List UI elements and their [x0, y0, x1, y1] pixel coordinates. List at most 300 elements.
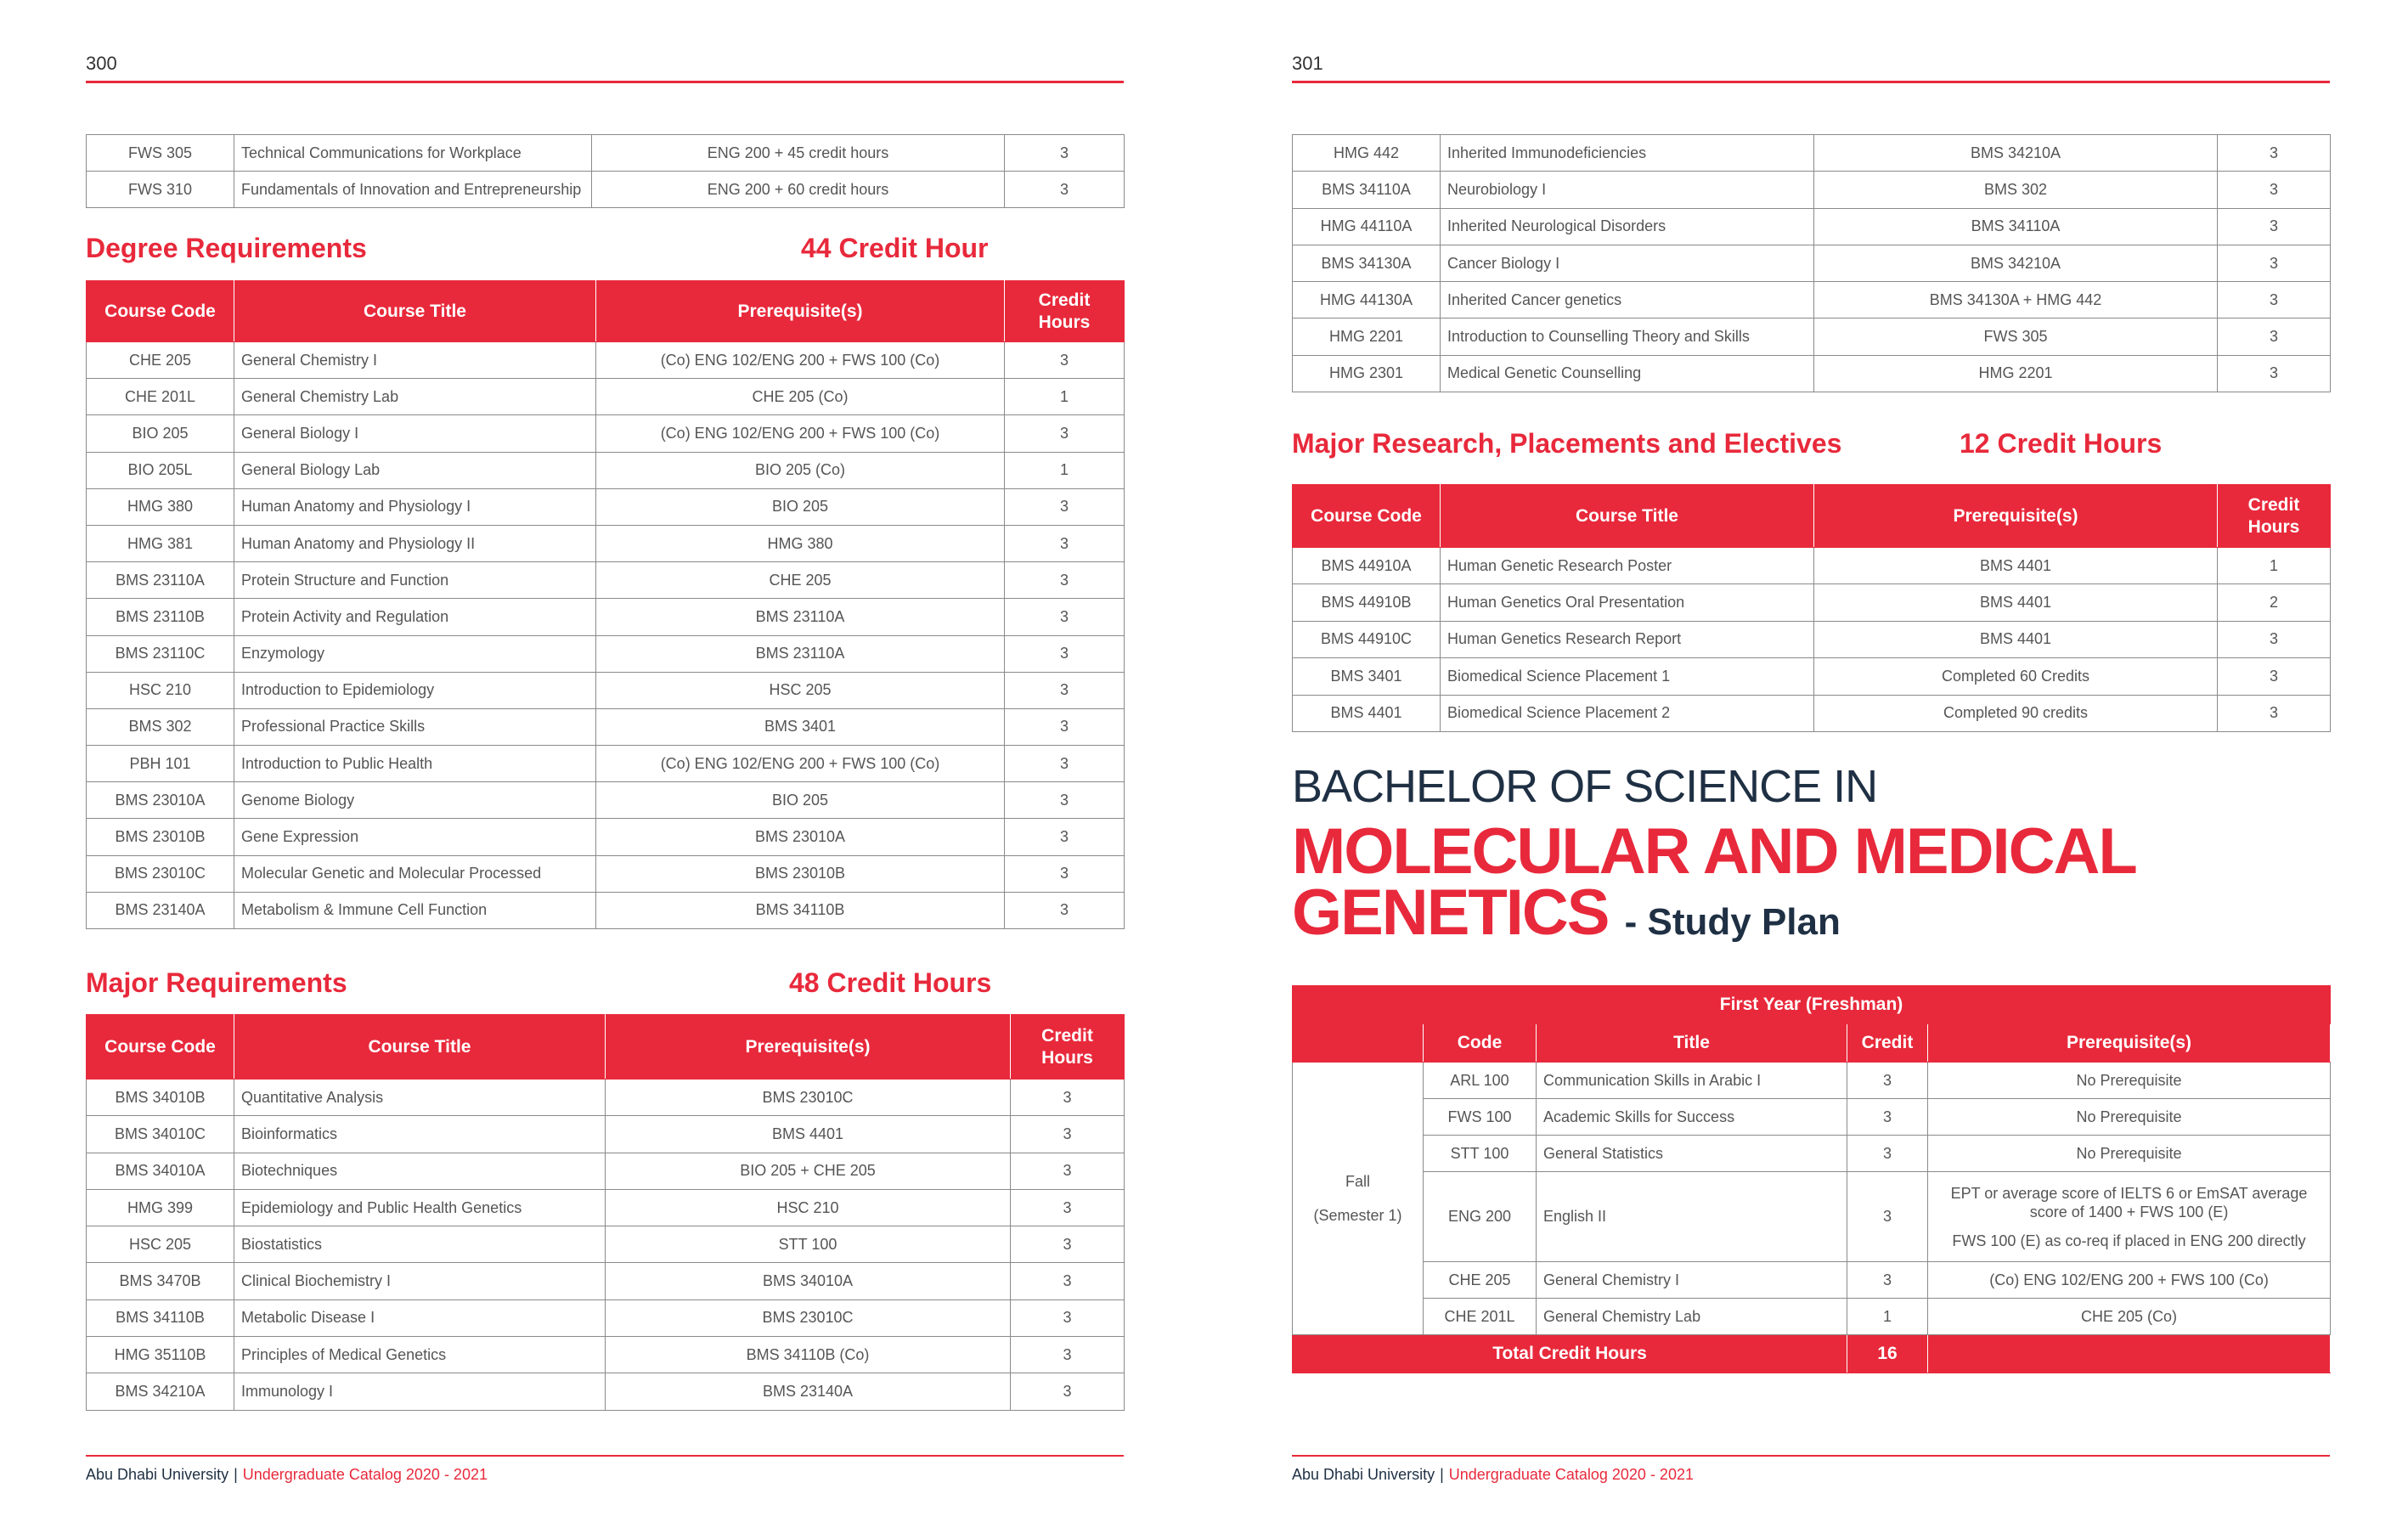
footer-separator: | — [234, 1466, 238, 1483]
study-plan-title-row — [1293, 986, 2331, 1024]
course-code: BIO 205 — [87, 415, 234, 452]
table-row — [87, 1153, 1125, 1189]
course-title: Metabolic Disease I — [234, 1299, 606, 1336]
semester-label: Fall — [1345, 1173, 1370, 1190]
table-body — [87, 1080, 1125, 1411]
table-row — [87, 562, 1125, 599]
course-credit: 3 — [1847, 1262, 1928, 1299]
course-code: HSC 205 — [87, 1226, 234, 1263]
course-prerequisite: ENG 200 + 45 credit hours — [592, 135, 1005, 172]
course-prerequisite: Completed 90 credits — [1814, 695, 2218, 731]
table-body — [87, 342, 1125, 929]
header-prerequisites: Prerequisite(s) — [606, 1015, 1011, 1080]
major-requirements-table — [86, 1014, 1125, 1411]
course-prerequisite: HMG 380 — [596, 525, 1005, 561]
course-code: HMG 399 — [87, 1189, 234, 1226]
course-credit-hours: 3 — [2218, 355, 2331, 392]
course-code: BMS 3470B — [87, 1263, 234, 1299]
course-credit-hours: 3 — [2218, 208, 2331, 245]
course-prerequisite: BIO 205 + CHE 205 — [606, 1153, 1011, 1189]
header-credit-line1: Credit — [2247, 494, 2300, 515]
major-requirements-heading: Major Requirements — [86, 967, 347, 998]
degree-credit-hours: 44 Credit Hour — [801, 233, 989, 263]
course-credit-hours: 3 — [2218, 282, 2331, 319]
course-credit-hours: 3 — [1005, 415, 1125, 452]
course-code: STT 100 — [1424, 1136, 1537, 1172]
header-course-title: Course Title — [234, 1015, 606, 1080]
course-credit-hours: 1 — [2218, 548, 2331, 584]
footer-university: Abu Dhabi University — [86, 1466, 229, 1483]
course-credit-hours: 3 — [1011, 1263, 1125, 1299]
course-credit-hours: 3 — [1005, 172, 1125, 208]
course-prerequisite: No Prerequisite — [1928, 1063, 2331, 1099]
header-credit-line1: Credit — [1038, 290, 1091, 310]
table-row — [1293, 1063, 2331, 1099]
table-row — [87, 488, 1125, 525]
header-divider — [86, 81, 1124, 83]
course-credit-hours: 3 — [1005, 855, 1125, 892]
continued-course-table — [86, 134, 1125, 208]
course-title: Biomedical Science Placement 2 — [1441, 695, 1814, 731]
course-code: HSC 210 — [87, 672, 234, 708]
course-credit-hours: 2 — [2218, 584, 2331, 621]
course-prerequisite: (Co) ENG 102/ENG 200 + FWS 100 (Co) — [596, 746, 1005, 782]
table-header-row — [87, 281, 1125, 342]
course-credit: 3 — [1847, 1063, 1928, 1099]
course-credit-hours: 1 — [1005, 379, 1125, 415]
course-credit-hours: 3 — [1005, 672, 1125, 708]
course-code: HMG 35110B — [87, 1337, 234, 1373]
course-title: Epidemiology and Public Health Genetics — [234, 1189, 606, 1226]
study-plan-table — [1292, 985, 2331, 1373]
course-title: Genome Biology — [234, 782, 596, 819]
course-code: FWS 310 — [87, 172, 234, 208]
course-title: General Chemistry I — [1537, 1262, 1847, 1299]
course-title: General Chemistry Lab — [234, 379, 596, 415]
continued-course-table — [1292, 134, 2331, 392]
table-row — [1293, 172, 2331, 208]
course-prerequisite: No Prerequisite — [1928, 1099, 2331, 1136]
table-row — [1293, 135, 2331, 172]
total-row — [1293, 1335, 2331, 1373]
footer-divider — [1292, 1455, 2330, 1457]
course-title: Human Anatomy and Physiology II — [234, 525, 596, 561]
header-course-title: Course Title — [234, 281, 596, 342]
course-credit-hours: 3 — [2218, 135, 2331, 172]
header-credit-line2: Hours — [1038, 312, 1091, 332]
course-prerequisite: BMS 23010B — [596, 855, 1005, 892]
header-title: Title — [1537, 1024, 1847, 1063]
semester-sublabel: (Semester 1) — [1313, 1207, 1402, 1224]
table-row — [87, 855, 1125, 892]
course-prerequisite: BMS 23010A — [596, 819, 1005, 855]
course-credit-hours: 3 — [1011, 1299, 1125, 1336]
course-title: Biomedical Science Placement 1 — [1441, 658, 1814, 695]
course-prerequisite: BMS 23110A — [596, 635, 1005, 672]
table-body — [1293, 548, 2331, 732]
table-row — [1293, 1172, 2331, 1262]
table-row — [1293, 1262, 2331, 1299]
course-credit-hours: 3 — [1011, 1153, 1125, 1189]
table-row — [87, 1226, 1125, 1263]
research-credit-hours: 12 Credit Hours — [1960, 428, 2163, 459]
footer-divider — [86, 1455, 1124, 1457]
course-title: Academic Skills for Success — [1537, 1099, 1847, 1136]
study-plan-label: - Study Plan — [1624, 901, 1841, 943]
course-prerequisite: (Co) ENG 102/ENG 200 + FWS 100 (Co) — [596, 342, 1005, 379]
table-row — [1293, 1299, 2331, 1335]
table-row — [1293, 1136, 2331, 1172]
course-title: Neurobiology I — [1441, 172, 1814, 208]
study-plan-year-title: First Year (Freshman) — [1293, 986, 2331, 1024]
table-row — [1293, 355, 2331, 392]
course-title: Biotechniques — [234, 1153, 606, 1189]
course-credit-hours: 3 — [2218, 658, 2331, 695]
table-row — [1293, 319, 2331, 355]
table-row — [1293, 208, 2331, 245]
course-code: BMS 44910C — [1293, 621, 1441, 657]
course-credit-hours: 3 — [1005, 635, 1125, 672]
course-credit-hours: 3 — [1011, 1373, 1125, 1410]
course-credit-hours: 3 — [2218, 695, 2331, 731]
header-credit: Credit — [1847, 1024, 1928, 1063]
course-credit-hours: 3 — [2218, 319, 2331, 355]
course-credit-hours: 3 — [1005, 135, 1125, 172]
header-course-code: Course Code — [87, 1015, 234, 1080]
course-code: BMS 23110B — [87, 599, 234, 635]
course-code: BMS 34010A — [87, 1153, 234, 1189]
course-credit-hours: 3 — [1005, 599, 1125, 635]
table-row — [87, 819, 1125, 855]
course-title: Bioinformatics — [234, 1116, 606, 1153]
table-row — [87, 379, 1125, 415]
table-row — [1293, 245, 2331, 281]
course-title: Introduction to Epidemiology — [234, 672, 596, 708]
table-row — [87, 135, 1125, 172]
table-row — [87, 415, 1125, 452]
course-prerequisite: ENG 200 + 60 credit hours — [592, 172, 1005, 208]
course-title: Inherited Cancer genetics — [1441, 282, 1814, 319]
course-credit-hours: 3 — [2218, 172, 2331, 208]
research-placements-table — [1292, 484, 2331, 732]
course-credit-hours: 3 — [1011, 1189, 1125, 1226]
course-title: English II — [1537, 1172, 1847, 1262]
table-row — [87, 1189, 1125, 1226]
course-code: BMS 34010B — [87, 1080, 234, 1116]
course-code: ENG 200 — [1424, 1172, 1537, 1262]
right-page — [1206, 0, 2344, 1539]
major-credit-hours: 48 Credit Hours — [789, 967, 992, 998]
course-prerequisite: BMS 34010A — [606, 1263, 1011, 1299]
course-code: BMS 23010B — [87, 819, 234, 855]
course-prerequisite: FWS 305 — [1814, 319, 2218, 355]
course-code: BMS 34110A — [1293, 172, 1441, 208]
table-row — [87, 1337, 1125, 1373]
course-code: HMG 380 — [87, 488, 234, 525]
course-prerequisite: CHE 205 — [596, 562, 1005, 599]
course-title: Biostatistics — [234, 1226, 606, 1263]
course-code: BMS 23010A — [87, 782, 234, 819]
course-credit-hours: 3 — [1005, 488, 1125, 525]
footer-catalog: Undergraduate Catalog 2020 - 2021 — [242, 1466, 488, 1483]
semester-cell — [1293, 1063, 1424, 1335]
page-footer — [86, 1466, 488, 1484]
course-code: FWS 305 — [87, 135, 234, 172]
course-credit-hours: 3 — [1011, 1080, 1125, 1116]
course-prerequisite: BIO 205 — [596, 488, 1005, 525]
course-title: Immunology I — [234, 1373, 606, 1410]
course-prerequisite: BMS 34210A — [1814, 245, 2218, 281]
table-row — [87, 1080, 1125, 1116]
course-credit-hours: 3 — [1005, 708, 1125, 745]
course-credit-hours: 3 — [2218, 245, 2331, 281]
header-code: Code — [1424, 1024, 1537, 1063]
course-credit-hours: 3 — [1011, 1337, 1125, 1373]
course-prerequisite: HMG 2201 — [1814, 355, 2218, 392]
course-code: BMS 3401 — [1293, 658, 1441, 695]
course-credit-hours: 1 — [1005, 452, 1125, 488]
course-code: HMG 44130A — [1293, 282, 1441, 319]
course-code: BMS 44910A — [1293, 548, 1441, 584]
course-code: BMS 23110A — [87, 562, 234, 599]
course-title: Professional Practice Skills — [234, 708, 596, 745]
page-number: 300 — [86, 53, 117, 74]
course-credit-hours: 3 — [1011, 1116, 1125, 1153]
total-label: Total Credit Hours — [1293, 1335, 1847, 1373]
table-row — [87, 525, 1125, 561]
course-prerequisite: BIO 205 — [596, 782, 1005, 819]
course-title: Human Genetic Research Poster — [1441, 548, 1814, 584]
course-title: Gene Expression — [234, 819, 596, 855]
course-credit: 3 — [1847, 1099, 1928, 1136]
course-prerequisite: BMS 4401 — [1814, 584, 2218, 621]
program-name-line: MOLECULAR AND MEDICAL — [1292, 815, 2136, 888]
course-prerequisite: BMS 4401 — [606, 1116, 1011, 1153]
course-prerequisite: Completed 60 Credits — [1814, 658, 2218, 695]
course-prerequisite: (Co) ENG 102/ENG 200 + FWS 100 (Co) — [1928, 1262, 2331, 1299]
research-heading: Major Research, Placements and Electives — [1292, 428, 1842, 459]
course-prerequisite: BMS 23010C — [606, 1299, 1011, 1336]
table-row — [1293, 621, 2331, 657]
course-code: CHE 205 — [87, 342, 234, 379]
course-code: CHE 201L — [1424, 1299, 1537, 1335]
course-title: Metabolism & Immune Cell Function — [234, 892, 596, 928]
course-code: CHE 201L — [87, 379, 234, 415]
header-prerequisites: Prerequisite(s) — [596, 281, 1005, 342]
course-code: HMG 2201 — [1293, 319, 1441, 355]
table-row — [87, 599, 1125, 635]
table-header-row — [1293, 485, 2331, 548]
course-code: BMS 34210A — [87, 1373, 234, 1410]
table-row — [1293, 282, 2331, 319]
course-code: HMG 442 — [1293, 135, 1441, 172]
course-code: BMS 23110C — [87, 635, 234, 672]
footer-university: Abu Dhabi University — [1292, 1466, 1435, 1483]
table-row — [87, 782, 1125, 819]
course-code: CHE 205 — [1424, 1262, 1537, 1299]
course-code: BMS 34010C — [87, 1116, 234, 1153]
course-title: Human Genetics Research Report — [1441, 621, 1814, 657]
course-credit-hours: 3 — [1005, 342, 1125, 379]
header-divider — [1292, 81, 2330, 83]
course-credit-hours: 3 — [2218, 621, 2331, 657]
course-prerequisite: BMS 302 — [1814, 172, 2218, 208]
course-title: Fundamentals of Innovation and Entrepreneurship — [234, 172, 592, 208]
study-plan-header-row — [1293, 1024, 2331, 1063]
course-prerequisite: BMS 23110A — [596, 599, 1005, 635]
table-row — [87, 708, 1125, 745]
footer-separator: | — [1440, 1466, 1444, 1483]
course-prerequisite: STT 100 — [606, 1226, 1011, 1263]
course-prerequisite — [1928, 1172, 2331, 1262]
table-body — [87, 135, 1125, 208]
course-title: General Statistics — [1537, 1136, 1847, 1172]
course-code: BMS 34110B — [87, 1299, 234, 1336]
course-title: General Chemistry Lab — [1537, 1299, 1847, 1335]
total-blank — [1928, 1335, 2331, 1373]
table-row — [87, 672, 1125, 708]
course-code: HMG 2301 — [1293, 355, 1441, 392]
course-prerequisite: BMS 3401 — [596, 708, 1005, 745]
table-row — [87, 892, 1125, 928]
course-prerequisite: BMS 4401 — [1814, 621, 2218, 657]
table-body — [1293, 135, 2331, 392]
course-credit: 3 — [1847, 1172, 1928, 1262]
page-number: 301 — [1292, 53, 1323, 74]
left-page — [0, 0, 1138, 1539]
table-row — [87, 635, 1125, 672]
course-prerequisite: BMS 23010C — [606, 1080, 1011, 1116]
degree-requirements-heading: Degree Requirements — [86, 233, 367, 263]
course-title: General Chemistry I — [234, 342, 596, 379]
header-credit-hours — [1005, 281, 1125, 342]
course-prerequisite: HSC 205 — [596, 672, 1005, 708]
degree-requirements-table — [86, 280, 1125, 929]
course-code: BMS 23010C — [87, 855, 234, 892]
footer-catalog: Undergraduate Catalog 2020 - 2021 — [1448, 1466, 1694, 1483]
course-title: Introduction to Public Health — [234, 746, 596, 782]
course-prerequisite: BMS 34130A + HMG 442 — [1814, 282, 2218, 319]
course-code: HMG 44110A — [1293, 208, 1441, 245]
course-code: BMS 302 — [87, 708, 234, 745]
course-credit-hours: 3 — [1005, 562, 1125, 599]
table-row — [1293, 1099, 2331, 1136]
total-value: 16 — [1847, 1335, 1928, 1373]
course-code: ARL 100 — [1424, 1063, 1537, 1099]
course-code: PBH 101 — [87, 746, 234, 782]
course-prerequisite: BIO 205 (Co) — [596, 452, 1005, 488]
course-title: Enzymology — [234, 635, 596, 672]
course-title: General Biology Lab — [234, 452, 596, 488]
table-row — [87, 746, 1125, 782]
course-title: Technical Communications for Workplace — [234, 135, 592, 172]
course-credit-hours: 3 — [1005, 746, 1125, 782]
course-prerequisite: BMS 34110A — [1814, 208, 2218, 245]
course-credit-hours: 3 — [1005, 819, 1125, 855]
header-prerequisites: Prerequisite(s) — [1928, 1024, 2331, 1063]
header-course-code: Course Code — [1293, 485, 1441, 548]
course-title: Human Genetics Oral Presentation — [1441, 584, 1814, 621]
program-name-line-2 — [1292, 879, 1841, 956]
table-row — [87, 342, 1125, 379]
course-prerequisite: No Prerequisite — [1928, 1136, 2331, 1172]
header-credit-line1: Credit — [1041, 1025, 1093, 1046]
table-row — [87, 1373, 1125, 1410]
table-row — [87, 1116, 1125, 1153]
course-title: Molecular Genetic and Molecular Processed — [234, 855, 596, 892]
course-prerequisite: (Co) ENG 102/ENG 200 + FWS 100 (Co) — [596, 415, 1005, 452]
course-title: Inherited Immunodeficiencies — [1441, 135, 1814, 172]
course-title: Human Anatomy and Physiology I — [234, 488, 596, 525]
table-row — [1293, 584, 2331, 621]
course-title: Inherited Neurological Disorders — [1441, 208, 1814, 245]
header-prerequisites: Prerequisite(s) — [1814, 485, 2218, 548]
table-header-row — [87, 1015, 1125, 1080]
course-credit: 3 — [1847, 1136, 1928, 1172]
course-code: BIO 205L — [87, 452, 234, 488]
course-code: BMS 4401 — [1293, 695, 1441, 731]
header-course-title: Course Title — [1441, 485, 1814, 548]
course-credit-hours: 3 — [1011, 1226, 1125, 1263]
course-prerequisite: BMS 34210A — [1814, 135, 2218, 172]
table-row — [87, 1263, 1125, 1299]
table-row — [87, 172, 1125, 208]
course-title: Protein Activity and Regulation — [234, 599, 596, 635]
header-credit-hours — [2218, 485, 2331, 548]
header-credit-line2: Hours — [2247, 516, 2300, 537]
course-title: Protein Structure and Function — [234, 562, 596, 599]
course-code: HMG 381 — [87, 525, 234, 561]
course-prerequisite: CHE 205 (Co) — [596, 379, 1005, 415]
course-code: BMS 34130A — [1293, 245, 1441, 281]
course-credit-hours: 3 — [1005, 525, 1125, 561]
course-title: Cancer Biology I — [1441, 245, 1814, 281]
program-name-word: GENETICS — [1292, 877, 1609, 949]
course-title: Introduction to Counselling Theory and Skills — [1441, 319, 1814, 355]
header-credit-hours — [1011, 1015, 1125, 1080]
prerequisite-note: FWS 100 (E) as co-req if placed in ENG 200 directly — [1952, 1232, 2306, 1249]
course-prerequisite: HSC 210 — [606, 1189, 1011, 1226]
course-prerequisite: CHE 205 (Co) — [1928, 1299, 2331, 1335]
course-credit-hours: 3 — [1005, 892, 1125, 928]
course-code: BMS 23140A — [87, 892, 234, 928]
course-title: Clinical Biochemistry I — [234, 1263, 606, 1299]
course-code: FWS 100 — [1424, 1099, 1537, 1136]
course-credit: 1 — [1847, 1299, 1928, 1335]
course-title: General Biology I — [234, 415, 596, 452]
course-prerequisite: BMS 4401 — [1814, 548, 2218, 584]
course-credit-hours: 3 — [1005, 782, 1125, 819]
table-row — [1293, 548, 2331, 584]
header-blank — [1293, 1024, 1424, 1063]
header-course-code: Course Code — [87, 281, 234, 342]
course-code: BMS 44910B — [1293, 584, 1441, 621]
course-prerequisite: BMS 23140A — [606, 1373, 1011, 1410]
table-row — [1293, 695, 2331, 731]
course-title: Communication Skills in Arabic I — [1537, 1063, 1847, 1099]
course-prerequisite: BMS 34110B — [596, 892, 1005, 928]
course-title: Quantitative Analysis — [234, 1080, 606, 1116]
course-title: Principles of Medical Genetics — [234, 1337, 606, 1373]
course-title: Medical Genetic Counselling — [1441, 355, 1814, 392]
prerequisite-main: EPT or average score of IELTS 6 or EmSAT average score of 1400 + FWS 100 (E) — [1950, 1184, 2308, 1220]
table-row — [87, 1299, 1125, 1336]
header-credit-line2: Hours — [1041, 1047, 1093, 1068]
table-row — [87, 452, 1125, 488]
table-row — [1293, 658, 2331, 695]
program-degree-line: BACHELOR OF SCIENCE IN — [1292, 761, 1878, 812]
course-prerequisite: BMS 34110B (Co) — [606, 1337, 1011, 1373]
